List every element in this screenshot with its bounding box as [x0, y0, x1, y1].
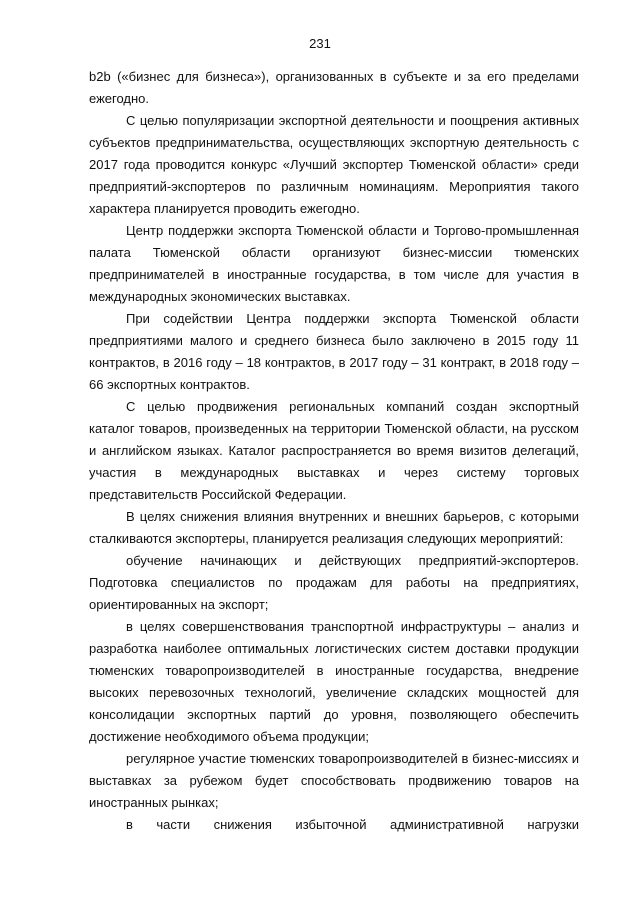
- paragraph-continuation: b2b («бизнес для бизнеса»), организованных в субъекте и за его пределами ежегодно.: [89, 69, 579, 106]
- paragraph-barriers-intro: В целях снижения влияния внутренних и внешних барьеров, с которыми сталкиваются экспортеры, планируется реализация следующих мероприятий:: [89, 509, 579, 546]
- list-item-administrative: в части снижения избыточной административной нагрузки: [126, 817, 579, 832]
- paragraph-export-catalog: С целью продвижения региональных компаний создан экспортный каталог товаров, произведенных на территории Тюменской области, на русском и английском языках. Каталог распространяется во время визитов делегаций, участия в международных выставках и через систему торговых представительств Российской Федерации.: [89, 399, 579, 502]
- paragraph-business-missions: Центр поддержки экспорта Тюменской области и Торгово-промышленная палата Тюменской области организуют бизнес-миссии тюменских предпринимателей в иностранные государства, в том числе для участия в международных экономических выставках.: [89, 223, 579, 304]
- document-body: [89, 66, 579, 836]
- list-item-exhibitions: регулярное участие тюменских товаропроизводителей в бизнес-миссиях и выставках за рубежом будет способствовать продвижению товаров на иностранных рынках;: [89, 751, 579, 810]
- paragraph-export-contracts: При содействии Центра поддержки экспорта Тюменской области предприятиями малого и среднего бизнеса было заключено в 2015 году 11 контрактов, в 2016 году – 18 контрактов, в 2017 году – 31 контракт, в 2018 году – 66 экспортных контрактов.: [89, 311, 579, 392]
- paragraph-export-contest: С целью популяризации экспортной деятельности и поощрения активных субъектов предпринимательства, осуществляющих экспортную деятельность с 2017 года проводится конкурс «Лучший экспортер Тюменской области» среди предприятий-экспортеров по различным номинациям. Мероприятия такого характера планируется проводить ежегодно.: [89, 113, 579, 216]
- list-item-training: обучение начинающих и действующих предприятий-экспортеров. Подготовка специалистов по продажам для работы на предприятиях, ориентированных на экспорт;: [89, 553, 579, 612]
- list-item-transport: в целях совершенствования транспортной инфраструктуры – анализ и разработка наиболее оптимальных логистических систем доставки продукции тюменских товаропроизводителей в иностранные государства, внедрение высоких перевозочных технологий, увеличение складских мощностей для консолидации экспортных партий до уровня, позволяющего обеспечить достижение необходимого объема продукции;: [89, 619, 579, 744]
- page-number: 231: [309, 36, 331, 51]
